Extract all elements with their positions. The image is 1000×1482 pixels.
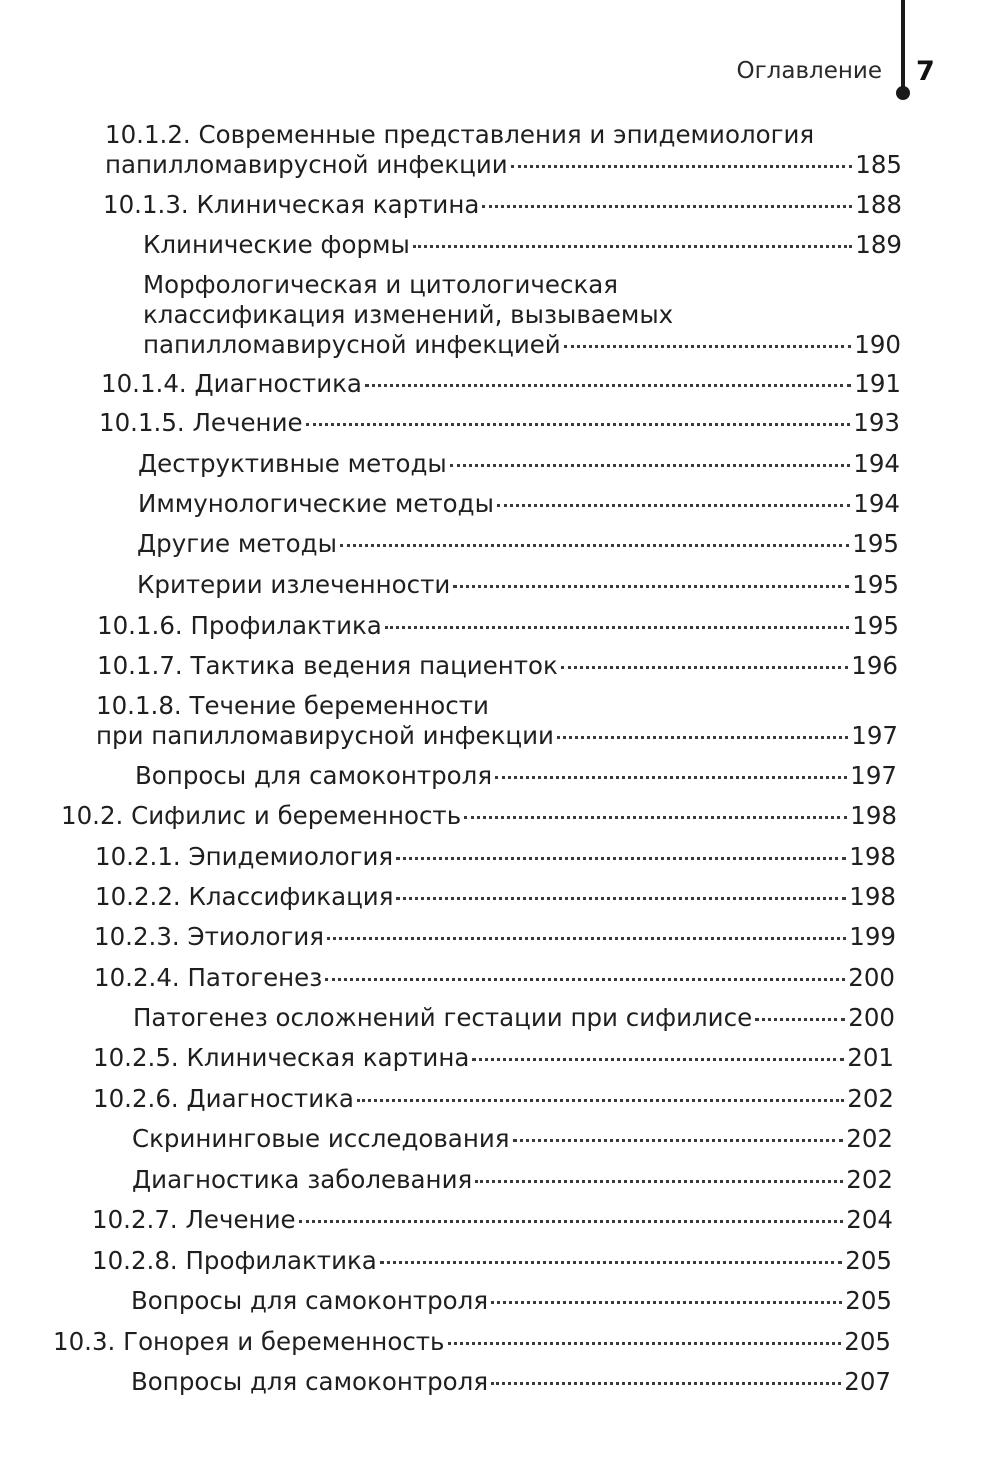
dot-leader: [475, 1180, 843, 1183]
toc-page-number: 196: [851, 651, 898, 680]
dot-leader: [497, 504, 850, 507]
toc-entry-title-line: 10.1.5. Лечение: [99, 408, 303, 437]
running-title: Оглавление: [736, 58, 882, 84]
toc-entry-title-line: 10.2. Сифилис и беременность: [61, 801, 462, 830]
toc-entry-title-line: 10.1.4. Диагностика: [101, 369, 362, 398]
toc-entry-last-line: [92, 1205, 893, 1235]
toc-entry-title-line: 10.3. Гонорея и беременность: [53, 1327, 445, 1356]
toc-entry-title-line: классификация изменений, вызываемых: [143, 300, 674, 329]
toc-entry-title-line: Диагностика заболевания: [132, 1165, 473, 1194]
toc-entry[interactable]: [97, 611, 899, 641]
toc-page-number: 189: [855, 230, 902, 259]
toc-entry-title-line: Вопросы для самоконтроля: [131, 1367, 489, 1396]
toc-page-number: 194: [853, 489, 900, 518]
toc-page-number: 198: [849, 882, 896, 911]
toc-entry[interactable]: [92, 1205, 893, 1235]
toc-entry[interactable]: [105, 120, 902, 180]
page-number: 7: [916, 56, 935, 87]
toc-entry-title-line: Иммунологические методы: [138, 489, 494, 518]
toc-page-number: 200: [848, 963, 895, 992]
toc-entry-last-line: [138, 489, 900, 519]
toc-page-number: 195: [852, 529, 899, 558]
toc-page-number: 200: [848, 1003, 895, 1032]
toc-entry-last-line: [132, 1165, 893, 1195]
toc-entry-title-line: 10.2.7. Лечение: [92, 1205, 296, 1234]
toc-page-number: 202: [846, 1165, 893, 1194]
toc-entry-last-line: [53, 1327, 891, 1357]
toc-entry-title-line: Морфологическая и цитологическая: [143, 270, 618, 299]
toc-entry[interactable]: [133, 1003, 895, 1033]
toc-entry[interactable]: [137, 570, 899, 600]
toc-entry-last-line: [95, 882, 896, 912]
toc-entry-title-line: при папилломавирусной инфекции: [96, 721, 554, 750]
toc-entry-title-line: Вопросы для самоконтроля: [131, 1286, 489, 1315]
toc-entry-title-line: Скрининговые исследования: [132, 1124, 510, 1153]
dot-leader: [450, 464, 850, 467]
toc-entry-title-line: 10.2.8. Профилактика: [92, 1246, 377, 1275]
dot-leader: [299, 1220, 844, 1223]
toc-entry-last-line: [99, 408, 900, 438]
toc-entry[interactable]: [131, 1367, 891, 1397]
toc-entry-last-line: [143, 230, 902, 260]
toc-entry-last-line: [101, 369, 901, 399]
dot-leader: [396, 857, 846, 860]
dot-leader: [491, 1382, 841, 1385]
toc-entry[interactable]: [143, 230, 902, 260]
toc-page-number: 207: [844, 1367, 891, 1396]
dot-leader: [306, 423, 851, 426]
toc-entry[interactable]: [101, 369, 901, 399]
dot-leader: [755, 1018, 845, 1021]
toc-page-number: 197: [851, 721, 898, 750]
toc-entry-last-line: [131, 1367, 891, 1397]
toc-entry[interactable]: [138, 449, 900, 479]
toc-entry-last-line: [132, 1124, 893, 1154]
toc-entry-last-line: [143, 330, 901, 360]
toc-entry-last-line: [131, 1286, 892, 1316]
toc-entry-last-line: [93, 1084, 894, 1114]
toc-entry[interactable]: [93, 1084, 894, 1114]
toc-entry-title-line: 10.2.3. Этиология: [94, 922, 324, 951]
toc-page-number: 202: [846, 1124, 893, 1153]
dot-leader: [491, 1301, 842, 1304]
dot-leader: [325, 978, 845, 981]
toc-entry[interactable]: [94, 963, 895, 993]
toc-entry[interactable]: [135, 761, 897, 791]
toc-entry-title-line: 10.2.5. Клиническая картина: [93, 1043, 470, 1072]
toc-page-number: 193: [853, 408, 900, 437]
toc-page-number: 185: [855, 150, 902, 179]
toc-entry-last-line: [137, 529, 899, 559]
toc-entry[interactable]: [93, 1043, 894, 1073]
toc-entry-last-line: [97, 651, 898, 681]
toc-page-number: 201: [847, 1043, 894, 1072]
toc-entry-title-line: Патогенез осложнений гестации при сифилисе: [133, 1003, 753, 1032]
toc-page-number: 198: [849, 842, 896, 871]
toc-entry-last-line: [135, 761, 897, 791]
toc-entry-last-line: [94, 922, 896, 952]
toc-entry-last-line: [94, 963, 895, 993]
toc-page-number: 194: [853, 449, 900, 478]
dot-leader: [482, 205, 852, 208]
toc-entry-title-line: Критерии излеченности: [137, 570, 451, 599]
toc-page-number: 188: [855, 190, 902, 219]
toc-entry-title-line: 10.2.4. Патогенез: [94, 963, 323, 992]
toc-entry[interactable]: [103, 190, 902, 220]
toc-entry-title-line: папилломавирусной инфекцией: [143, 330, 561, 359]
toc-page-number: 191: [854, 369, 901, 398]
toc-page-number: 205: [845, 1246, 892, 1275]
toc-entry[interactable]: [131, 1286, 892, 1316]
dot-leader: [448, 1342, 842, 1345]
dot-leader: [365, 384, 851, 387]
dot-leader: [413, 245, 852, 248]
toc-entry[interactable]: [94, 922, 896, 952]
toc-entry[interactable]: [61, 801, 897, 831]
toc-entry-last-line: [93, 1043, 894, 1073]
toc-entry-last-line: [103, 190, 902, 220]
dot-leader: [380, 1261, 842, 1264]
dot-leader: [340, 544, 849, 547]
toc-page-number: 190: [854, 330, 901, 359]
toc-entry[interactable]: [97, 651, 898, 681]
toc-entry[interactable]: [95, 842, 896, 872]
dot-leader: [557, 736, 848, 739]
toc-entry-last-line: [138, 449, 900, 479]
toc-entry-title-line: папилломавирусной инфекции: [105, 150, 508, 179]
toc-entry-title-line: 10.1.6. Профилактика: [97, 611, 382, 640]
toc-entry-last-line: [96, 721, 898, 751]
toc-entry-title-line: 10.2.6. Диагностика: [93, 1084, 354, 1113]
toc-entry-title-line: Клинические формы: [143, 230, 410, 259]
toc-entry[interactable]: [96, 691, 898, 751]
dot-leader: [396, 897, 846, 900]
toc-page-number: 205: [845, 1286, 892, 1315]
toc-page-number: 195: [852, 611, 899, 640]
toc-entry-title-line: 10.1.2. Современные представления и эпидемиология: [105, 120, 815, 149]
toc-page-number: 202: [847, 1084, 894, 1113]
toc-entry-title-line: 10.1.8. Течение беременности: [96, 691, 489, 720]
dot-leader: [564, 345, 852, 348]
toc-page-number: 195: [852, 570, 899, 599]
toc-entry[interactable]: [95, 882, 896, 912]
toc-entry-title-line: Другие методы: [137, 529, 337, 558]
dot-leader: [357, 1099, 844, 1102]
dot-leader: [495, 776, 847, 779]
toc-entry-last-line: [137, 570, 899, 600]
toc-entry[interactable]: [53, 1327, 891, 1357]
dot-leader: [561, 666, 848, 669]
toc-entry[interactable]: [99, 408, 900, 438]
toc-entry-last-line: [95, 842, 896, 872]
toc-entry-title-line: 10.1.3. Клиническая картина: [103, 190, 480, 219]
toc-entry-last-line: [92, 1246, 892, 1276]
toc-entry-title-line: 10.2.1. Эпидемиология: [95, 842, 394, 871]
dot-leader: [472, 1058, 844, 1061]
toc-entry-title-line: 10.1.7. Тактика ведения пациенток: [97, 651, 558, 680]
toc-entry-title-line: Вопросы для самоконтроля: [135, 761, 493, 790]
toc-entry[interactable]: [132, 1165, 893, 1195]
dot-leader: [511, 165, 853, 168]
toc-entry-last-line: [133, 1003, 895, 1033]
toc-entry-title-line: Деструктивные методы: [138, 449, 447, 478]
toc-page-number: 197: [850, 761, 897, 790]
dot-leader: [464, 816, 847, 819]
toc-entry[interactable]: [132, 1124, 893, 1154]
dot-leader: [453, 585, 849, 588]
toc-page-number: 205: [844, 1327, 891, 1356]
toc-entry[interactable]: [92, 1246, 892, 1276]
toc-entry-last-line: [97, 611, 899, 641]
dot-leader: [385, 626, 849, 629]
toc-page-number: 198: [850, 801, 897, 830]
toc-entry-title-line: 10.2.2. Классификация: [95, 882, 394, 911]
toc-entry[interactable]: [137, 529, 899, 559]
toc-entry-last-line: [105, 150, 902, 180]
toc-entry[interactable]: [138, 489, 900, 519]
toc-page-number: 199: [849, 922, 896, 951]
dot-leader: [327, 937, 846, 940]
dot-leader: [513, 1139, 844, 1142]
toc-entry-last-line: [61, 801, 897, 831]
toc-page-number: 204: [846, 1205, 893, 1234]
toc-entry[interactable]: [143, 270, 901, 360]
